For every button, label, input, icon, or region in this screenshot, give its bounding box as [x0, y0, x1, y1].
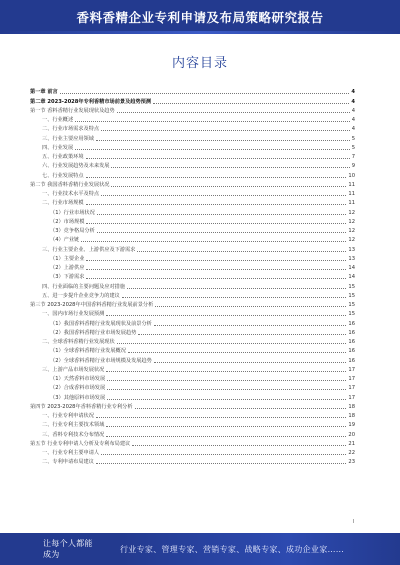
toc-leader-dots: [86, 278, 346, 279]
toc-leader-dots: [60, 93, 350, 94]
toc-leader-dots: [155, 306, 346, 307]
toc-entry[interactable]: [30, 336, 355, 345]
toc-entry-page: 5: [351, 144, 355, 151]
toc-leader-dots: [86, 158, 350, 159]
toc-entry-page: 10: [348, 172, 355, 179]
toc-entry-page: 15: [348, 302, 355, 308]
toc-entry-title: 三、行业主要应用领域: [42, 135, 94, 142]
toc-entry[interactable]: [30, 179, 355, 188]
toc-leader-dots: [127, 288, 346, 289]
toc-entry-page: 12: [348, 237, 355, 244]
toc-entry-page: 16: [348, 320, 355, 327]
toc-entry-title: （3）下游需求: [50, 274, 85, 281]
toc-leader-dots: [107, 389, 346, 390]
toc-entry[interactable]: [30, 401, 355, 410]
toc-entry[interactable]: [30, 234, 355, 243]
toc-entry-page: 11: [348, 200, 355, 207]
toc-entry-page: 21: [348, 440, 355, 447]
toc-entry-page: 4: [351, 89, 355, 96]
toc-leader-dots: [117, 112, 350, 113]
toc-entry-page: 4: [351, 107, 355, 114]
toc-leader-dots: [137, 251, 346, 252]
toc-leader-dots: [111, 167, 349, 168]
toc-entry[interactable]: [30, 132, 355, 141]
toc-entry-page: 4: [351, 126, 355, 133]
toc-entry[interactable]: [30, 197, 355, 206]
toc-leader-dots: [128, 352, 346, 353]
toc-entry[interactable]: [30, 391, 355, 400]
footer-slogan-right: 行业专家、管理专家、营销专家、战略专家、成功企业家……: [120, 544, 345, 554]
toc-entry-title: 第五节 行业专利申请人分析及专利布局建议: [30, 440, 131, 447]
toc-leader-dots: [101, 130, 350, 131]
toc-entry-page: 11: [348, 191, 355, 197]
toc-entry-page: 23: [348, 459, 355, 466]
toc-leader-dots: [101, 454, 346, 455]
toc-entry-title: 二、行业市场需求及特点: [42, 126, 100, 133]
toc-entry-title: 第三节 2023-2028年中国香料香精行业发展前景分析: [30, 302, 154, 308]
toc-leader-dots: [106, 371, 346, 372]
toc-leader-dots: [122, 297, 347, 298]
toc-leader-dots: [106, 426, 346, 427]
toc-entry-title: （2）我国香料香精行业市场发展趋势: [50, 329, 137, 336]
toc-leader-dots: [154, 325, 347, 326]
toc-leader-dots: [96, 140, 350, 141]
toc-entry[interactable]: [30, 160, 355, 169]
toc-entry-page: 15: [348, 311, 355, 318]
toc-entry[interactable]: [30, 364, 355, 373]
toc-entry[interactable]: [30, 95, 355, 104]
page-marker: I: [352, 519, 354, 525]
toc-entry[interactable]: [30, 86, 355, 95]
toc-entry[interactable]: [30, 206, 355, 215]
toc-entry[interactable]: [30, 271, 355, 280]
toc-leader-dots: [96, 463, 347, 464]
toc-entry-title: 三、行业主要企业、上游供应及下游需求: [42, 246, 136, 253]
toc-leader-dots: [75, 149, 350, 150]
toc-entry-title: 一、行业专利主要申请人: [42, 450, 100, 456]
toc-entry-page: 11: [348, 181, 355, 188]
toc-entry-page: 9: [351, 163, 355, 170]
toc-leader-dots: [86, 204, 347, 205]
toc-entry[interactable]: [30, 354, 355, 363]
toc-entry-title: 一、国内市场行业发展预测: [42, 311, 105, 318]
toc-entry[interactable]: [30, 243, 355, 252]
toc-entry-title: （1）全球香料香精行业发展概况: [50, 348, 126, 355]
toc-entry-title: 六、行业发展趋势及未来发展: [42, 163, 110, 170]
toc-entry[interactable]: [30, 382, 355, 391]
toc-entry-page: 12: [348, 228, 355, 234]
table-of-contents: [30, 86, 355, 465]
toc-entry-page: 13: [348, 255, 355, 262]
toc-entry-page: 17: [348, 376, 355, 382]
toc-entry-title: 一、行业专利申请状况: [42, 413, 94, 419]
toc-entry-title: 第二节 我国香料香精行业发展状况: [30, 181, 110, 188]
toc-leader-dots: [117, 343, 347, 344]
toc-leader-dots: [86, 269, 346, 270]
toc-leader-dots: [154, 362, 347, 363]
toc-entry[interactable]: [30, 280, 355, 289]
toc-entry[interactable]: [30, 253, 355, 262]
toc-entry[interactable]: [30, 151, 355, 160]
toc-entry-page: 14: [348, 274, 355, 281]
toc-entry-page: 12: [348, 209, 355, 216]
toc-entry-page: 18: [348, 403, 355, 410]
toc-entry-page: 4: [351, 98, 355, 105]
toc-entry-title: 二、全球香料香精行业发展现状: [42, 339, 115, 345]
toc-entry-title: 三、上游产品市场发展状况: [42, 366, 105, 373]
toc-entry-title: 四、行业发展: [42, 144, 74, 151]
toc-entry-page: 15: [348, 292, 355, 299]
toc-entry-page: 7: [351, 154, 355, 160]
toc-entry[interactable]: [30, 105, 355, 114]
toc-entry-page: 16: [348, 357, 355, 364]
toc-leader-dots: [96, 417, 347, 418]
toc-leader-dots: [101, 195, 346, 196]
toc-entry-title: （2）合成香料市场发展: [50, 385, 106, 392]
toc-entry-page: 13: [348, 246, 355, 253]
toc-entry-title: （1）行业市场状况: [50, 209, 95, 216]
toc-leader-dots: [86, 223, 346, 224]
toc-entry-page: 17: [348, 385, 355, 392]
toc-entry-page: 15: [348, 283, 355, 290]
toc-entry[interactable]: [30, 428, 355, 437]
toc-leader-dots: [75, 121, 350, 122]
toc-leader-dots: [107, 380, 346, 381]
toc-entry[interactable]: [30, 456, 355, 465]
toc-entry-page: 17: [348, 394, 355, 401]
toc-entry[interactable]: [30, 188, 355, 197]
toc-entry-title: 第四节 2023-2028年香料香精行业专利分析: [30, 403, 133, 410]
header-banner: [0, 0, 400, 34]
toc-leader-dots: [111, 186, 346, 187]
toc-entry-title: （1）主要企业: [50, 255, 85, 262]
toc-entry-title: 二、专利申请布局建议: [42, 459, 94, 466]
toc-entry[interactable]: [30, 123, 355, 132]
toc-entry-title: 五、行业政策环境: [42, 154, 84, 160]
toc-entry-title: 二、行业市场规模: [42, 200, 84, 207]
toc-entry[interactable]: [30, 373, 355, 382]
toc-entry-page: 18: [348, 413, 355, 419]
toc-leader-dots: [132, 445, 346, 446]
toc-leader-dots: [81, 241, 346, 242]
toc-entry-page: 17: [348, 366, 355, 373]
toc-entry-page: 4: [351, 117, 355, 123]
toc-entry[interactable]: [30, 290, 355, 299]
toc-entry-title: （3）其他原料市场发展: [50, 394, 106, 401]
toc-entry-page: 22: [348, 450, 355, 456]
toc-leader-dots: [86, 260, 346, 261]
toc-entry-title: （2）上游供应: [50, 265, 85, 271]
toc-entry-title: （3）竞争格局分析: [50, 228, 95, 234]
toc-entry[interactable]: [30, 142, 355, 151]
toc-entry[interactable]: [30, 345, 355, 354]
toc-leader-dots: [106, 436, 346, 437]
toc-entry-page: 16: [348, 348, 355, 355]
toc-entry[interactable]: [30, 225, 355, 234]
toc-entry-page: 16: [348, 329, 355, 336]
toc-entry[interactable]: [30, 308, 355, 317]
toc-leader-dots: [107, 399, 346, 400]
toc-entry-title: 一、行业技术水平及特点: [42, 191, 100, 197]
toc-entry-title: 第二章 2023-2028年专利香精市场前景及趋势预测: [30, 98, 152, 105]
toc-entry-page: 5: [351, 135, 355, 142]
toc-entry[interactable]: [30, 410, 355, 419]
toc-entry[interactable]: [30, 169, 355, 178]
toc-entry-title: （2）市场规模: [50, 218, 85, 225]
toc-entry[interactable]: [30, 419, 355, 428]
toc-entry-title: 五、进一步提升企业竞争力的建议: [42, 292, 120, 299]
toc-entry-page: 20: [348, 431, 355, 438]
header-accent-line: [0, 31, 400, 34]
footer-banner: [0, 533, 400, 565]
toc-entry-title: （1）天然香料市场发展: [50, 376, 106, 382]
toc-entry-title: 四、行业面临的主要问题及应对措施: [42, 283, 126, 290]
toc-leader-dots: [97, 214, 347, 215]
toc-entry-title: （1）我国香料香精行业发展现状及前景分析: [50, 320, 152, 327]
toc-entry-title: 七、行业发展特点: [42, 172, 84, 179]
toc-entry-title: （4）产业链: [50, 237, 80, 244]
toc-leader-dots: [138, 334, 346, 335]
footer-slogan-left: 让每个人都能成为: [43, 539, 93, 559]
toc-entry-page: 14: [348, 265, 355, 271]
toc-leader-dots: [86, 177, 347, 178]
toc-entry[interactable]: [30, 216, 355, 225]
toc-entry-title: 第一节 香料香精行业发展现状及趋势: [30, 107, 115, 114]
toc-entry-title: 一、行业概述: [42, 117, 74, 123]
toc-heading: 内容目录: [171, 56, 228, 71]
toc-entry-page: 16: [348, 339, 355, 345]
report-title: 香料香精企业专利申请及布局策略研究报告: [76, 10, 324, 25]
toc-entry[interactable]: [30, 327, 355, 336]
toc-entry[interactable]: [30, 114, 355, 123]
toc-entry[interactable]: [30, 299, 355, 308]
toc-entry-title: 第一章 前言: [30, 89, 58, 96]
toc-leader-dots: [106, 315, 346, 316]
toc-entry[interactable]: [30, 438, 355, 447]
toc-entry[interactable]: [30, 317, 355, 326]
toc-entry-page: 12: [348, 218, 355, 225]
toc-entry-page: 19: [348, 422, 355, 429]
toc-leader-dots: [97, 232, 347, 233]
toc-entry-title: 三、香料专利技术分布情况: [42, 431, 105, 438]
toc-entry-title: 二、行业专利主要技术领域: [42, 422, 105, 429]
toc-entry[interactable]: [30, 447, 355, 456]
toc-entry-title: （2）全球香料香精行业市场规模及发展趋势: [50, 357, 152, 364]
toc-entry[interactable]: [30, 262, 355, 271]
toc-leader-dots: [135, 408, 347, 409]
toc-leader-dots: [153, 103, 349, 104]
